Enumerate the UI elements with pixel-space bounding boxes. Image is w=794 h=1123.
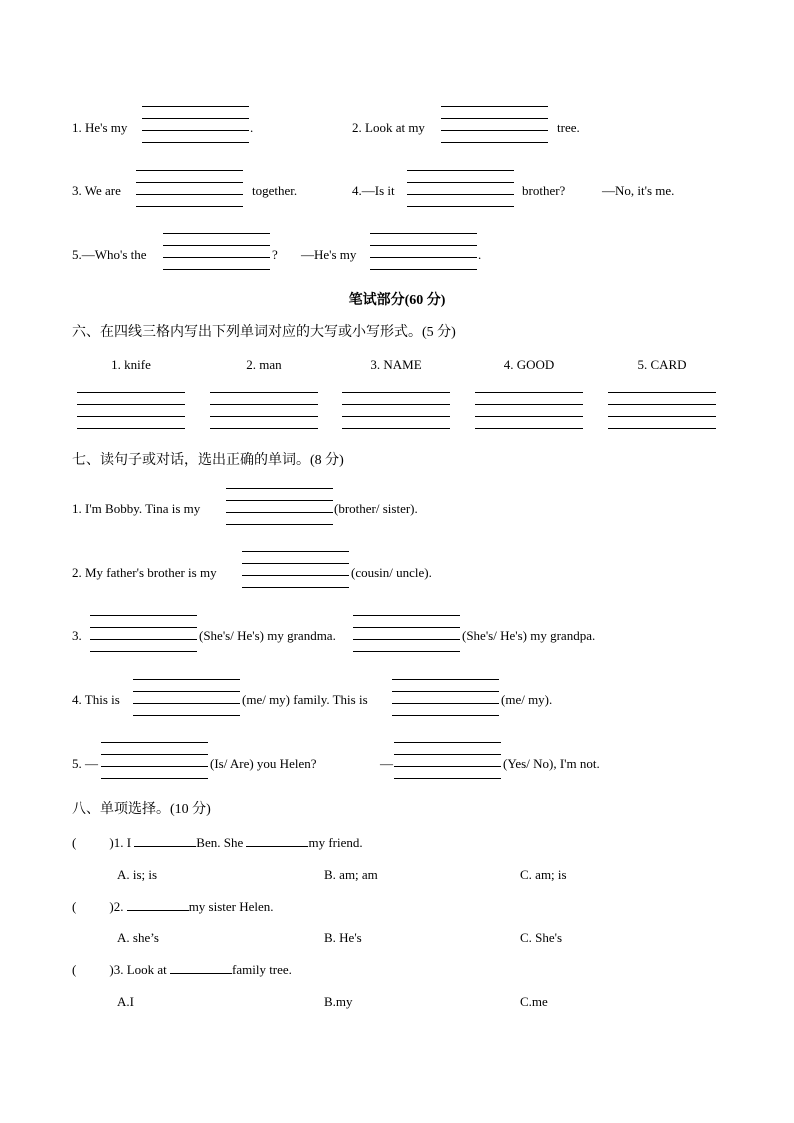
- s7-q5-text: 5. —: [72, 756, 98, 771]
- mc-q2-option-a[interactable]: A. she’s: [117, 930, 159, 945]
- word-1: 1. knife: [111, 357, 151, 372]
- s7-q4-options-2: (me/ my).: [501, 692, 553, 707]
- four-line-box[interactable]: [90, 615, 197, 652]
- section-8-heading: 八、单项选择。(10 分): [72, 802, 211, 817]
- write-item-5-text: 5.—Who's the: [72, 247, 147, 262]
- s7-q3-options-2: (She's/ He's) my grandpa.: [462, 628, 596, 643]
- four-line-box[interactable]: [370, 233, 477, 270]
- answer-paren-close: ): [109, 899, 114, 914]
- mc-q3-option-c[interactable]: C.me: [520, 994, 548, 1009]
- four-line-box[interactable]: [163, 233, 270, 270]
- four-line-box[interactable]: [77, 392, 185, 429]
- mc-q2-option-c[interactable]: C. She's: [520, 930, 563, 945]
- write-item-4-reply: —No, it's me.: [602, 183, 675, 198]
- mc-q1-text: 1. I: [113, 835, 132, 850]
- four-line-box[interactable]: [353, 615, 460, 652]
- answer-paren-open: (: [72, 962, 77, 977]
- four-line-box[interactable]: [392, 679, 499, 716]
- word-5: 5. CARD: [637, 357, 687, 372]
- mc-q3-mid: family tree.: [232, 962, 292, 977]
- mc-q1-option-a[interactable]: A. is; is: [117, 867, 158, 882]
- four-line-box[interactable]: [136, 170, 243, 207]
- word-4: 4. GOOD: [503, 357, 555, 372]
- mc-q2-option-b[interactable]: B. He's: [324, 930, 362, 945]
- answer-paren-close: ): [109, 835, 114, 850]
- answer-paren-close: ): [109, 962, 114, 977]
- four-line-box[interactable]: [407, 170, 514, 207]
- s7-q5-options-2: (Yes/ No), I'm not.: [503, 756, 600, 771]
- blank-line[interactable]: [246, 835, 308, 847]
- blank-line[interactable]: [127, 899, 189, 911]
- s7-q1-text: 1. I'm Bobby. Tina is my: [72, 501, 201, 516]
- write-item-5-reply-end: .: [478, 247, 482, 262]
- mc-q1-option-c[interactable]: C. am; is: [520, 867, 567, 882]
- four-line-box[interactable]: [226, 488, 333, 525]
- write-item-4-end: brother?: [522, 183, 566, 198]
- s7-q4-options-1: (me/ my) family. This is: [242, 692, 368, 707]
- write-item-5-end: ?: [272, 247, 278, 262]
- s7-q5-dash: —: [380, 756, 393, 771]
- mc-q1-mid: Ben. She: [196, 835, 244, 850]
- four-line-box[interactable]: [441, 106, 548, 143]
- s7-q5-options-1: (Is/ Are) you Helen?: [210, 756, 317, 771]
- write-item-3-text: 3. We are: [72, 183, 121, 198]
- four-line-box[interactable]: [133, 679, 240, 716]
- mc-question-1: [72, 835, 363, 851]
- mc-q3-text: 3. Look at: [113, 962, 167, 977]
- mc-q3-option-b[interactable]: B.my: [324, 994, 353, 1009]
- write-item-2-text: 2. Look at my: [352, 120, 425, 135]
- four-line-box[interactable]: [394, 742, 501, 779]
- word-3: 3. NAME: [370, 357, 422, 372]
- four-line-box[interactable]: [342, 392, 450, 429]
- four-line-box[interactable]: [210, 392, 318, 429]
- four-line-box[interactable]: [142, 106, 249, 143]
- answer-paren-open: (: [72, 835, 77, 850]
- write-item-1-text: 1. He's my: [72, 120, 128, 135]
- mc-q1-option-b[interactable]: B. am; am: [324, 867, 378, 882]
- s7-q1-options: (brother/ sister).: [334, 501, 418, 516]
- four-line-box[interactable]: [475, 392, 583, 429]
- s7-q2-options: (cousin/ uncle).: [351, 565, 432, 580]
- section-6-heading: 六、在四线三格内写出下列单词对应的大写或小写形式。(5 分): [72, 325, 456, 340]
- write-item-5-reply: —He's my: [301, 247, 357, 262]
- mc-question-3: [72, 962, 292, 978]
- blank-line[interactable]: [134, 835, 196, 847]
- written-part-title: 笔试部分(60 分): [348, 293, 446, 308]
- s7-q3-options-1: (She's/ He's) my grandma.: [199, 628, 336, 643]
- s7-q2-text: 2. My father's brother is my: [72, 565, 217, 580]
- write-item-3-end: together.: [252, 183, 298, 198]
- mc-q3-option-a[interactable]: A.I: [117, 994, 134, 1009]
- word-2: 2. man: [246, 357, 282, 372]
- mc-q2-mid: my sister Helen.: [188, 899, 274, 914]
- four-line-box[interactable]: [608, 392, 716, 429]
- section-7-heading: 七、读句子或对话，选出正确的单词。(8 分): [72, 453, 344, 468]
- s7-q4-text: 4. This is: [72, 692, 120, 707]
- blank-line[interactable]: [170, 962, 232, 974]
- mc-q2-text: 2.: [113, 899, 124, 914]
- mc-q1-end: my friend.: [308, 835, 363, 850]
- write-item-2-end: tree.: [557, 120, 580, 135]
- write-item-4-text: 4.—Is it: [352, 183, 395, 198]
- four-line-box[interactable]: [101, 742, 208, 779]
- answer-paren-open: (: [72, 899, 77, 914]
- mc-question-2: [72, 899, 274, 915]
- four-line-box[interactable]: [242, 551, 349, 588]
- write-item-1-end: .: [250, 120, 254, 135]
- s7-q3-num: 3.: [72, 628, 82, 643]
